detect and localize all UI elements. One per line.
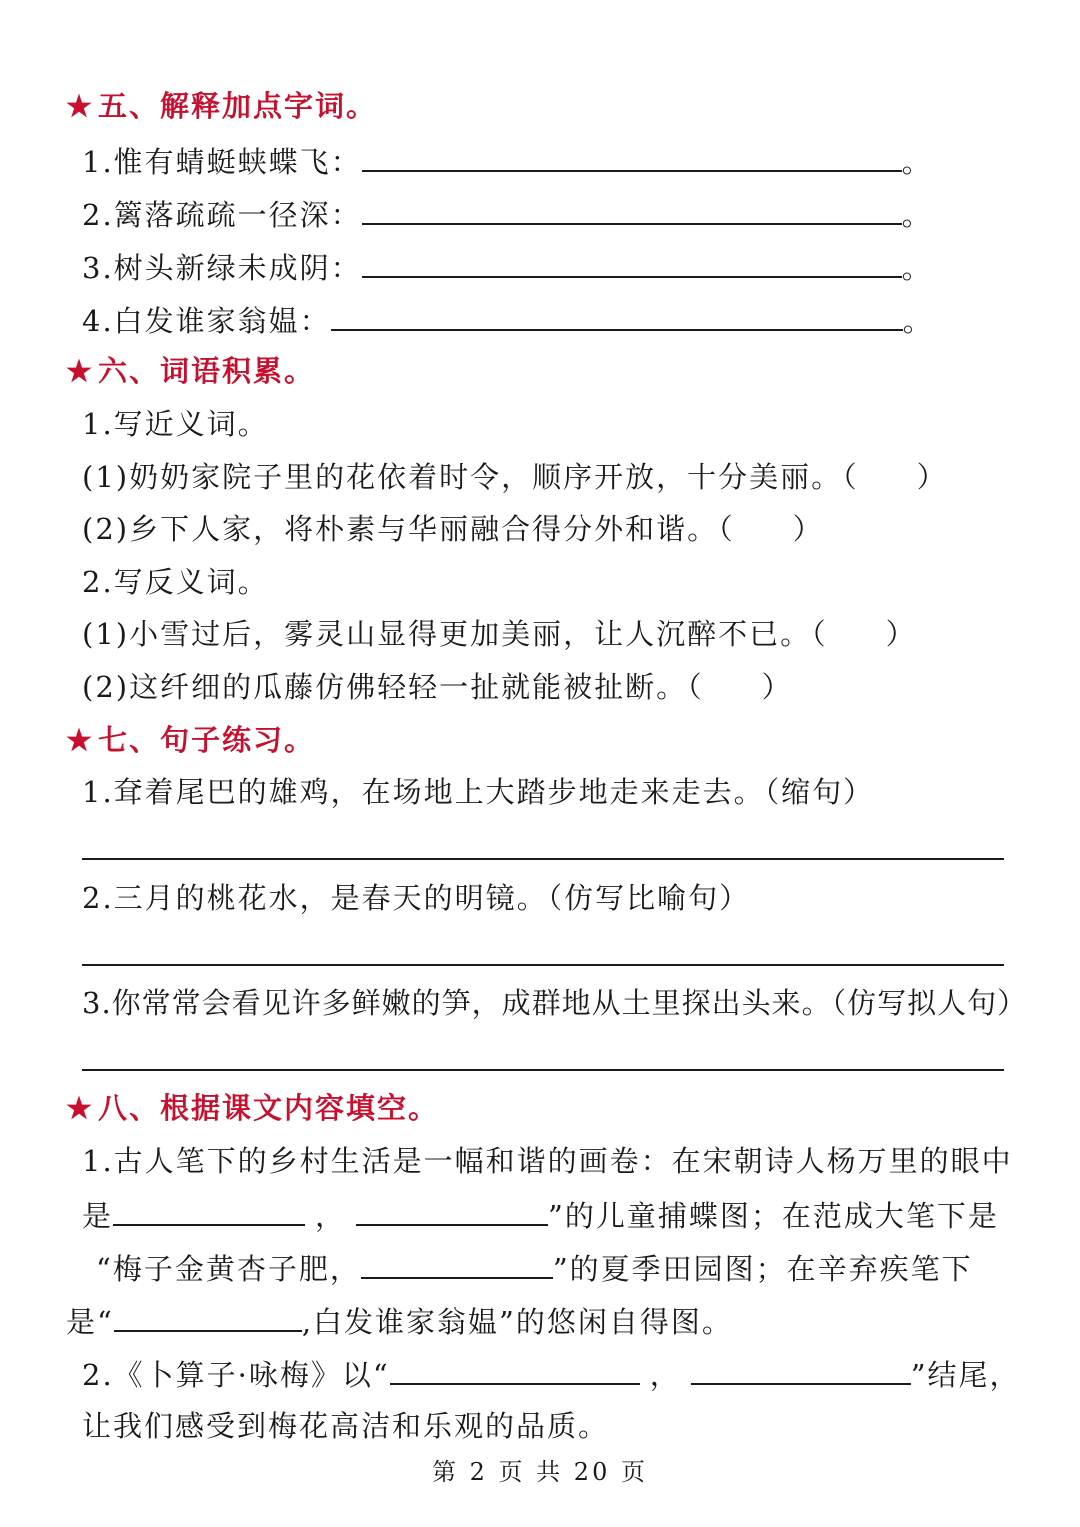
- s5-item-4: 4.白发谁家翁媪： 。: [82, 299, 934, 341]
- section-7-title: ★ 七、句子练习。: [66, 723, 316, 757]
- star-icon: ★: [66, 354, 94, 388]
- s7-question-1: 1.耷着尾巴的雄鸡，在场地上大踏步地走来走去。（缩句）: [82, 775, 875, 809]
- s8-p1-line-2: 是 ， ”的儿童捕蝶图；在范成大笔下是: [82, 1194, 999, 1236]
- s6-sub-1: 1.写近义词。: [82, 407, 269, 441]
- page-number: 第 2 页 共 20 页: [432, 1458, 648, 1486]
- answer-blank[interactable]: [114, 1300, 302, 1332]
- s8-p2-line-2: 让我们感受到梅花高洁和乐观的品质。: [82, 1409, 610, 1443]
- s6-question-1: (1)奶奶家院子里的花依着时令，顺序开放，十分美丽。（ ）: [82, 460, 948, 494]
- section-5-title: ★ 五、解释加点字词。: [66, 89, 378, 123]
- s6-sub-2: 2.写反义词。: [82, 565, 269, 599]
- answer-blank[interactable]: [331, 299, 903, 331]
- section-8-title: ★ 八、根据课文内容填空。: [66, 1091, 440, 1125]
- s6-question-2: (2)乡下人家，将朴素与华丽融合得分外和谐。（ ）: [82, 512, 824, 546]
- s5-item-1: 1.惟有蜻蜓蛱蝶飞： 。: [82, 140, 933, 182]
- s6-question-3: (1)小雪过后，雾灵山显得更加美丽，让人沉醉不已。（ ）: [82, 617, 917, 651]
- s8-p1-line-1: 1.古人笔下的乡村生活是一幅和谐的画卷：在宋朝诗人杨万里的眼中: [82, 1144, 1013, 1178]
- answer-blank[interactable]: [113, 1194, 305, 1226]
- s8-p1-line-4: 是“ ,白发谁家翁媪”的悠闲自得图。: [66, 1300, 733, 1342]
- answer-blank[interactable]: [362, 246, 902, 278]
- star-icon: ★: [66, 1091, 94, 1125]
- answer-blank[interactable]: [356, 1194, 548, 1226]
- answer-blank[interactable]: [362, 193, 902, 225]
- answer-line[interactable]: [82, 858, 1004, 860]
- star-icon: ★: [66, 89, 94, 123]
- answer-blank[interactable]: [361, 1247, 553, 1279]
- answer-line[interactable]: [82, 1069, 1004, 1071]
- star-icon: ★: [66, 723, 94, 757]
- answer-blank[interactable]: [691, 1353, 911, 1385]
- s7-question-2: 2.三月的桃花水，是春天的明镜。（仿写比喻句）: [82, 881, 751, 915]
- s7-question-3: 3.你常常会看见许多鲜嫩的笋，成群地从土里探出头来。（仿写拟人句）: [82, 986, 1028, 1020]
- answer-blank[interactable]: [362, 140, 902, 172]
- s8-p1-line-3: “梅子金黄杏子肥， ”的夏季田园图；在辛弃疾笔下: [96, 1247, 973, 1289]
- s8-p2-line-1: 2.《卜算子·咏梅》以“ ， ”结尾，: [82, 1353, 1021, 1395]
- answer-blank[interactable]: [390, 1353, 640, 1385]
- s6-question-4: (2)这纤细的瓜藤仿佛轻轻一扯就能被扯断。（ ）: [82, 670, 793, 704]
- s5-item-2: 2.篱落疏疏一径深： 。: [82, 193, 933, 235]
- section-6-title: ★ 六、词语积累。: [66, 354, 316, 388]
- answer-line[interactable]: [82, 964, 1004, 966]
- s5-item-3: 3.树头新绿未成阴： 。: [82, 246, 933, 288]
